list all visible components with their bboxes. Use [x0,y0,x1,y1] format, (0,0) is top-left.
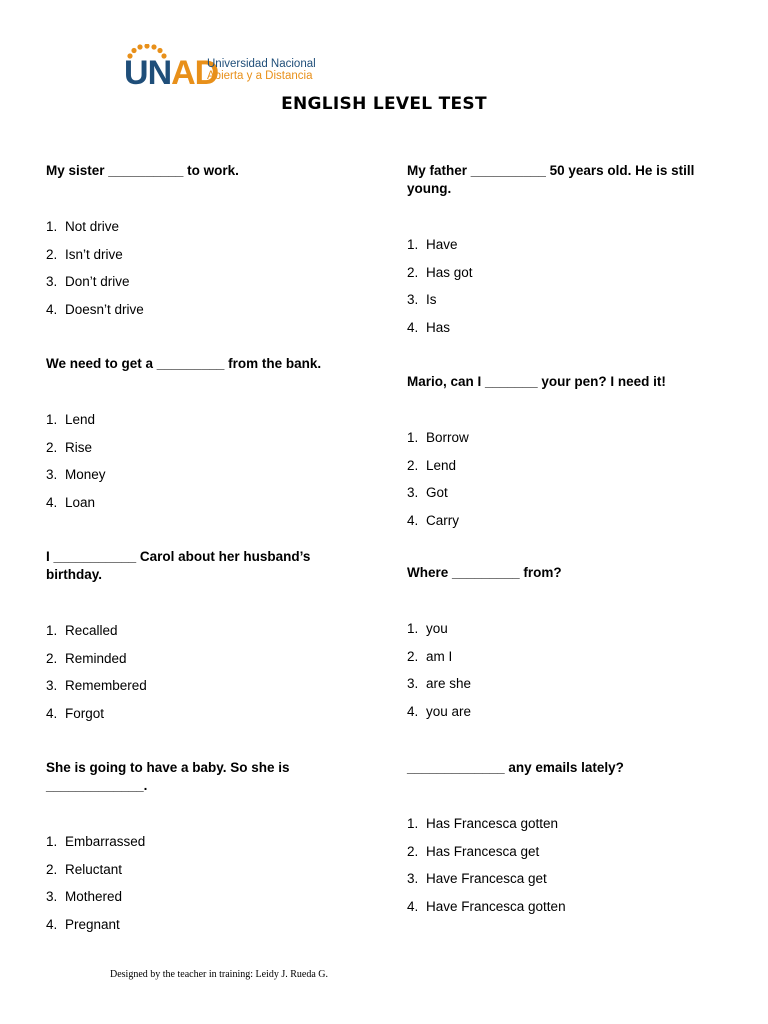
answer-options [407,815,717,925]
option-label: Don’t drive [65,274,130,290]
option-number: 1. [46,412,58,427]
question-block [46,355,356,521]
answer-option[interactable] [46,705,356,733]
option-label: am I [426,648,453,664]
answer-option[interactable] [46,916,356,944]
option-label: Have [426,237,458,252]
logo-line1: Universidad Nacional [207,58,316,70]
option-label: Reminded [65,650,127,666]
question-block [46,548,356,732]
answer-option[interactable] [46,301,356,329]
logo-university-name [207,58,327,82]
option-label: Embarrassed [65,834,146,849]
option-label: Forgot [65,705,105,721]
option-label: Has Francesca gotten [426,816,559,831]
option-number: 1. [407,430,419,445]
unad-logo-mark [122,44,219,94]
question-block [407,564,717,730]
answer-option[interactable] [407,815,717,843]
option-label: Pregnant [65,916,120,932]
answer-option[interactable] [46,411,356,439]
option-label: Isn’t drive [65,246,123,262]
option-label: Mothered [65,889,123,905]
footer-credit: Designed by the teacher in training: Leidy J. Rueda G. [110,969,328,980]
option-number: 3. [46,274,58,290]
option-number: 1. [46,219,58,234]
option-number: 3. [407,292,419,308]
option-label: Has got [426,264,473,280]
option-number: 1. [46,623,58,638]
question-text: My sister __________ to work. [46,163,239,178]
question-block [407,162,717,346]
option-number: 1. [407,621,419,636]
answer-option[interactable] [407,264,717,292]
answer-option[interactable] [46,650,356,678]
option-number: 4. [46,494,58,510]
option-label: Not drive [65,219,120,234]
question-block [407,759,717,925]
answer-option[interactable] [46,218,356,246]
option-number: 2. [46,650,58,666]
option-number: 2. [46,439,58,455]
question-block [407,373,717,539]
question-text: _____________ any emails lately? [407,760,624,775]
answer-option[interactable] [46,246,356,274]
option-number: 3. [46,467,58,483]
option-number: 3. [407,676,419,692]
option-label: you [426,621,448,636]
option-number: 2. [407,843,419,859]
question-text: I ___________ Carol about her husband’s birthday. [46,549,311,582]
option-label: Have Francesca get [426,871,547,887]
question-text: She is going to have a baby. So she is _____________. [46,760,290,793]
option-label: Carry [426,512,459,528]
answer-option[interactable] [46,494,356,522]
question-text: Where _________ from? [407,565,562,580]
option-label: Lend [426,457,457,473]
answer-options [407,236,717,346]
answer-option[interactable] [407,236,717,264]
option-number: 3. [407,871,419,887]
question-text: My father __________ 50 years old. He is still young. [407,163,695,196]
option-number: 2. [46,246,58,262]
answer-option[interactable] [407,620,717,648]
option-label: are she [426,676,472,692]
answer-option[interactable] [407,703,717,731]
answer-option[interactable] [46,888,356,916]
option-number: 3. [46,889,58,905]
answer-option[interactable] [407,484,717,512]
option-label: Borrow [426,430,469,445]
answer-option[interactable] [407,429,717,457]
option-number: 2. [407,457,419,473]
option-number: 2. [407,648,419,664]
option-label: you are [426,703,472,719]
answer-option[interactable] [407,319,717,347]
option-label: Money [65,467,106,483]
answer-options [407,620,717,730]
option-label: Doesn’t drive [65,301,144,317]
option-number: 4. [407,703,419,719]
option-number: 1. [407,816,419,831]
answer-option[interactable] [46,622,356,650]
option-label: Rise [65,439,93,455]
logo-ad: AD [171,54,219,92]
option-number: 4. [46,916,58,932]
logo-line2: Abierta y a Distancia [207,70,313,82]
option-label: Is [426,292,437,308]
answer-options [46,218,356,328]
question-block [46,162,356,328]
option-number: 2. [407,264,419,280]
answer-option[interactable] [407,512,717,540]
answer-option[interactable] [46,466,356,494]
answer-options [46,833,356,943]
logo-n: N [147,54,172,92]
option-number: 4. [407,319,419,335]
logo-u: U [124,54,148,92]
answer-options [407,429,717,539]
question-text: We need to get a _________ from the bank. [46,356,322,371]
answer-option[interactable] [46,273,356,301]
answer-option[interactable] [46,439,356,467]
answer-option[interactable] [407,843,717,871]
option-number: 4. [407,898,419,914]
question-block [46,759,356,943]
option-number: 4. [46,705,58,721]
option-number: 3. [407,485,419,501]
answer-option[interactable] [46,677,356,705]
answer-option[interactable] [407,898,717,926]
option-number: 4. [46,301,58,317]
option-label: Loan [65,494,96,510]
answer-option[interactable] [407,291,717,319]
option-label: Has [426,319,451,335]
option-label: Got [426,485,448,501]
page-title: ENGLISH LEVEL TEST [281,94,487,114]
answer-option[interactable] [407,648,717,676]
option-label: Recalled [65,623,118,638]
option-label: Remembered [65,678,147,694]
option-label: Reluctant [65,861,123,877]
option-number: 1. [46,834,58,849]
option-number: 1. [407,237,419,252]
answer-option[interactable] [407,870,717,898]
answer-option[interactable] [46,833,356,861]
answer-options [46,622,356,732]
answer-option[interactable] [407,457,717,485]
option-number: 2. [46,861,58,877]
answer-option[interactable] [46,861,356,889]
option-label: Lend [65,412,96,427]
question-text: Mario, can I _______ your pen? I need it! [407,374,666,389]
option-label: Has Francesca get [426,843,540,859]
option-number: 4. [407,512,419,528]
option-label: Have Francesca gotten [426,898,566,914]
answer-options [46,411,356,521]
unad-logo [122,44,322,94]
option-number: 3. [46,678,58,694]
answer-option[interactable] [407,675,717,703]
